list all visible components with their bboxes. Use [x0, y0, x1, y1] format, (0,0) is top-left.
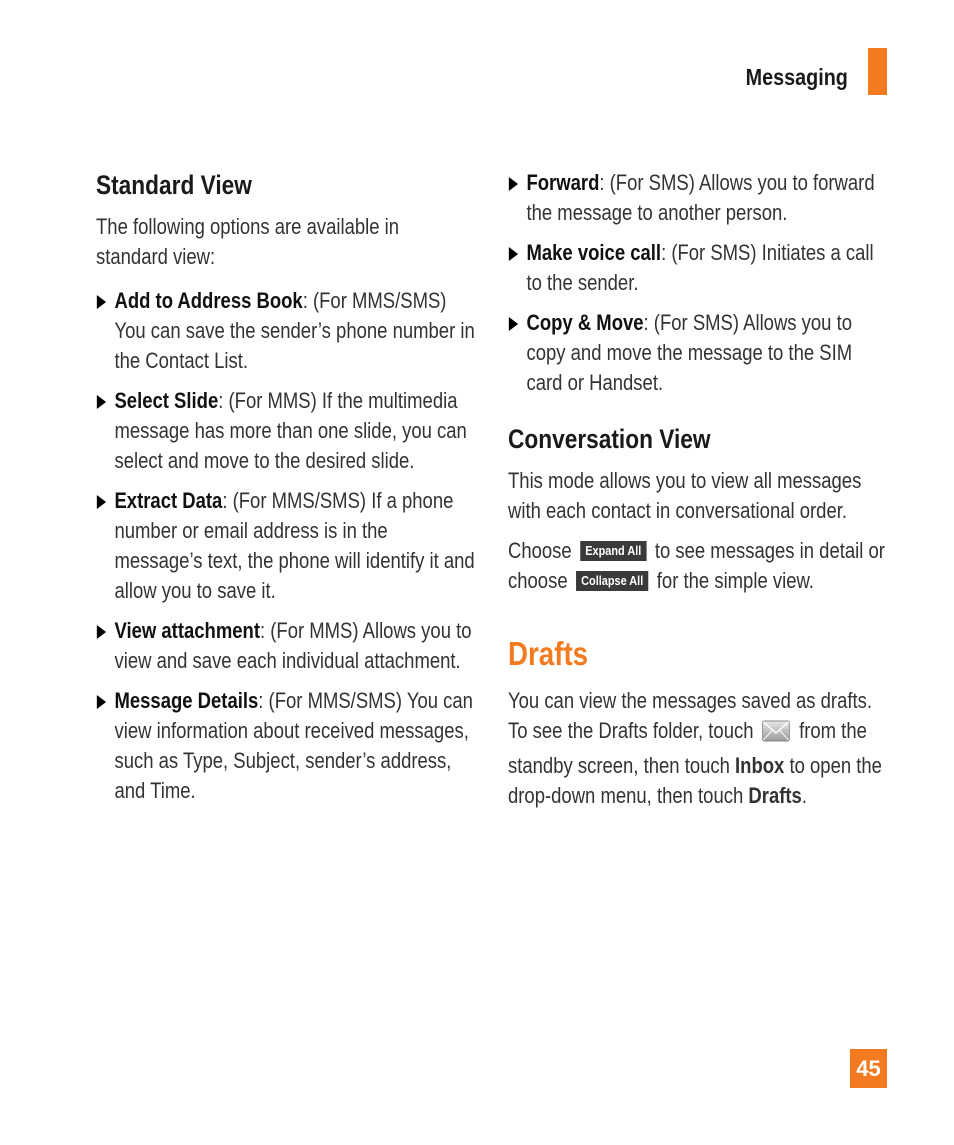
bullet-arrow-icon	[97, 495, 106, 509]
bullet-arrow-icon	[97, 695, 106, 709]
option-item	[96, 686, 476, 806]
envelope-icon[interactable]	[762, 719, 791, 751]
option-desc: : (For SMS) Allows you to forward the message to another person.	[526, 170, 875, 225]
right-column	[508, 168, 892, 811]
conversation-view-choose: Choose Expand All to see messages in detail or choose Collapse All for the simple view.	[508, 538, 885, 593]
option-desc: : (For SMS) Allows you to copy and move the message to the SIM card or Handset.	[526, 310, 853, 395]
collapse-all-button[interactable]: Collapse All	[576, 571, 648, 591]
bullet-arrow-icon	[97, 395, 106, 409]
option-term: Forward	[526, 170, 600, 195]
option-desc: : (For MMS) Allows you to view and save each individual attachment.	[114, 618, 472, 673]
option-item	[96, 616, 476, 676]
bullet-arrow-icon	[97, 625, 106, 639]
drafts-body: You can view the messages saved as drafts. To see the Drafts folder, touch from the standby screen, then touch Inbox to open the drop-down menu, then touch Drafts.	[508, 688, 882, 808]
bullet-arrow-icon	[97, 295, 106, 309]
conversation-view-heading: Conversation View	[508, 424, 711, 454]
drafts-heading: Drafts	[508, 635, 589, 672]
option-term: Message Details	[114, 688, 259, 713]
option-item	[96, 486, 476, 606]
section-tab-marker	[868, 48, 887, 95]
standard-view-intro: The following options are available in standard view:	[96, 214, 400, 269]
option-term: Extract Data	[114, 488, 223, 513]
option-item	[508, 308, 892, 398]
bullet-arrow-icon	[509, 317, 518, 331]
option-desc: : (For MMS/SMS) If a phone number or email address is in the message’s text, the phone will identify it and allow you to save it.	[114, 488, 475, 603]
option-term: View attachment	[114, 618, 260, 643]
option-term: Copy & Move	[526, 310, 644, 335]
bullet-arrow-icon	[509, 177, 518, 191]
option-desc: : (For MMS) If the multimedia message has more than one slide, you can select and move to the desired slide.	[114, 388, 467, 473]
left-column	[96, 168, 476, 816]
standard-view-options	[96, 286, 476, 806]
standard-view-heading: Standard View	[96, 170, 252, 200]
option-item	[508, 168, 892, 228]
expand-all-button[interactable]: Expand All	[580, 541, 646, 561]
option-desc: : (For MMS/SMS) You can view information about received messages, such as Type, Subject, sender’s address, and Time.	[114, 688, 473, 803]
section-title: Messaging	[745, 64, 848, 90]
option-desc: : (For SMS) Initiates a call to the sender.	[526, 240, 874, 295]
option-item	[96, 286, 476, 376]
option-item	[96, 386, 476, 476]
option-term: Make voice call	[526, 240, 662, 265]
standard-view-options-cont	[508, 168, 892, 398]
option-item	[508, 238, 892, 298]
bullet-arrow-icon	[509, 247, 518, 261]
option-desc: : (For MMS/SMS) You can save the sender’s phone number in the Contact List.	[114, 288, 475, 373]
option-term: Add to Address Book	[114, 288, 303, 313]
option-term: Select Slide	[114, 388, 219, 413]
conversation-view-intro: This mode allows you to view all messages with each contact in conversational order.	[508, 468, 862, 523]
page-number: 45	[850, 1049, 887, 1088]
